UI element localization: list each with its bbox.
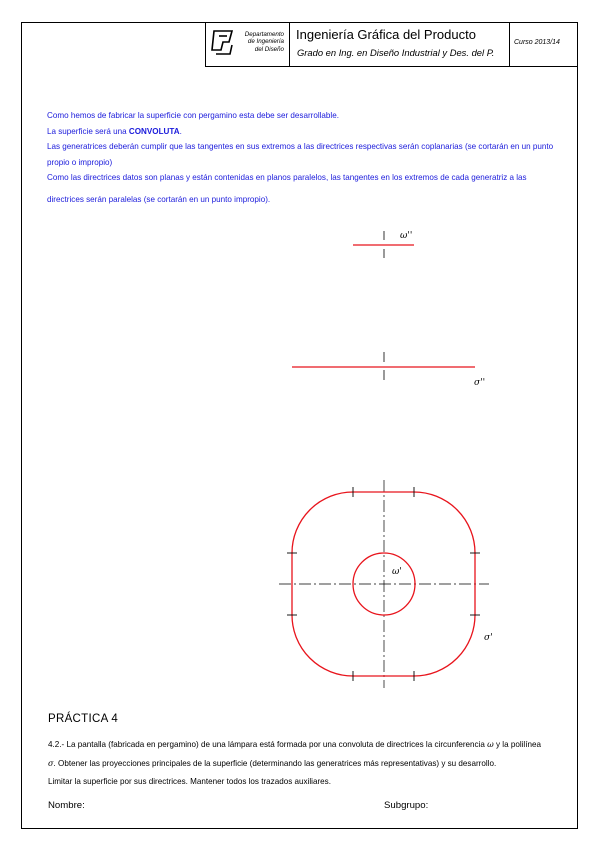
course-title: Ingeniería Gráfica del Producto bbox=[296, 27, 476, 42]
omega-horizontal-label: ω' bbox=[392, 567, 402, 577]
practice-statement: 4.2.- La pantalla (fabricada en pergamino) de una lámpara está formada por una convoluta de directrices la circunferencia ω y la polilínea σ. Obtener las proyecciones principales de la superficie (determinando las generatrices más representativas) y su desarrollo. bbox=[48, 739, 541, 768]
degree-name: Grado en Ing. en Diseño Industrial y Des. del P. bbox=[297, 47, 495, 58]
surface-type: CONVOLUTA bbox=[128, 126, 180, 136]
subgroup-field-label: Subgrupo: bbox=[384, 800, 429, 811]
note-line: Como hemos de fabricar la superficie con pergamino esta debe ser desarrollable. bbox=[47, 111, 339, 120]
sigma-vertical-label: σ'' bbox=[474, 378, 486, 388]
note-line: directrices serán paralelas (se cortarán en un punto impropio). bbox=[47, 194, 271, 204]
course-year: Curso 2013/14 bbox=[514, 39, 560, 46]
note-line: Las generatrices deberán cumplir que las tangentes en sus extremos a las directrices respectivas serán coplanarias (se cortarán en un punto propio o impropio) bbox=[47, 142, 554, 167]
omega-symbol: ω bbox=[487, 739, 494, 749]
name-field-label: Nombre: bbox=[48, 800, 85, 811]
vertical-projection-sigma bbox=[292, 352, 485, 388]
vertical-projection-omega bbox=[353, 231, 414, 258]
sigma-symbol: σ bbox=[48, 758, 54, 768]
sigma-horizontal-label: σ' bbox=[484, 633, 493, 643]
note-line: La superficie será una CONVOLUTA. bbox=[47, 126, 182, 136]
practice-note: Limitar la superficie por sus directrices. Mantener todos los trazados auxiliares. bbox=[48, 777, 331, 786]
note-line: Como las directrices datos son planas y están contenidas en planos paralelos, las tangentes en los extremos de cada generatriz a las bbox=[47, 173, 527, 182]
department-name: Departamento de Ingeniería del Diseño bbox=[244, 31, 284, 53]
omega-vertical-label: ω'' bbox=[400, 231, 413, 241]
practice-title: PRÁCTICA 4 bbox=[48, 713, 119, 725]
horizontal-projection bbox=[279, 480, 493, 688]
